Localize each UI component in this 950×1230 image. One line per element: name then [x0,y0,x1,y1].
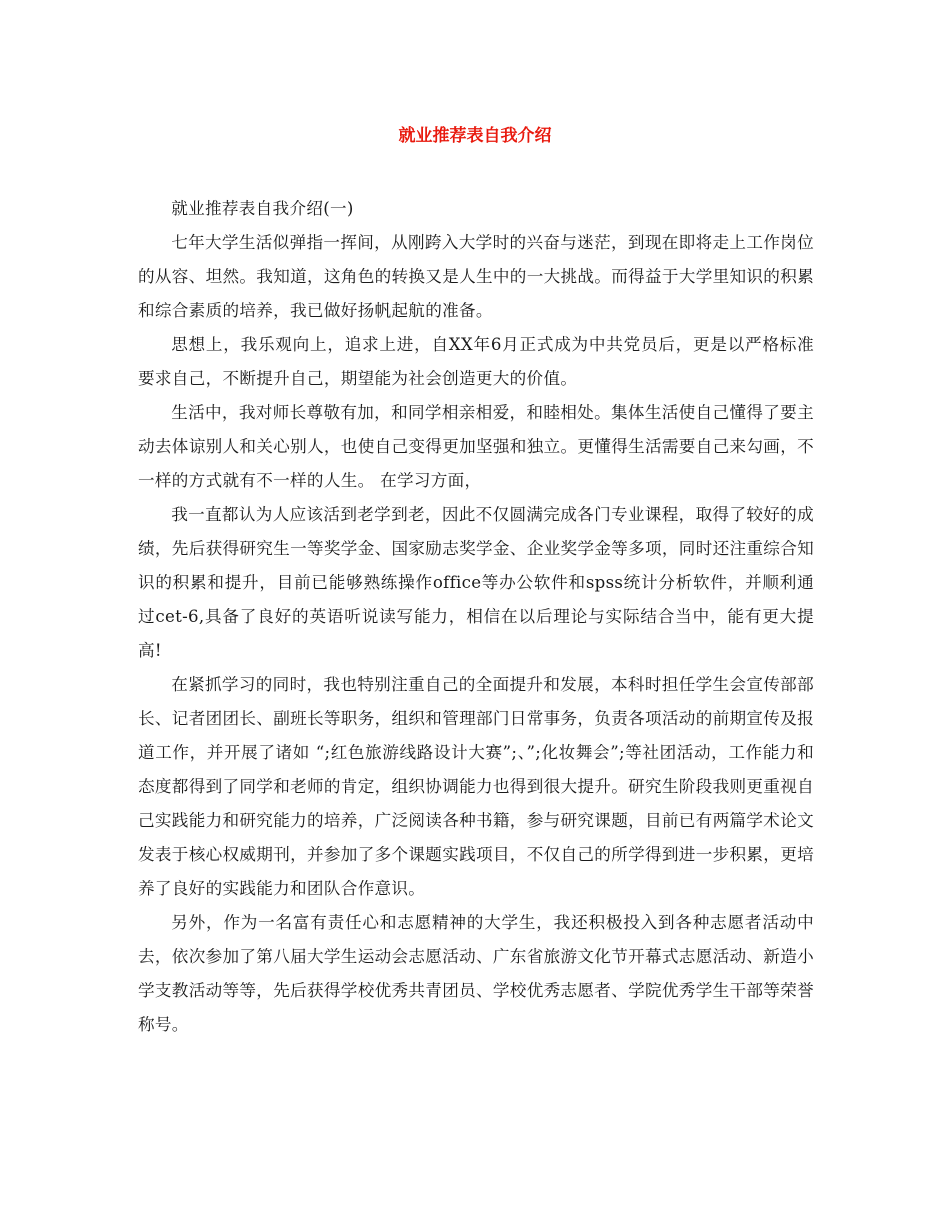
paragraph-life: 生活中，我对师长尊敬有加，和同学相亲相爱，和睦相处。集体生活使自己懂得了要主动去体谅别人和关心别人，也使自己变得更加坚强和独立。更懂得生活需要自己来勾画，不一样的方式就有不一样的人生。 在学习方面， [138,403,814,490]
paragraph-thought: 思想上，我乐观向上，追求上进，自XX年6月正式成为中共党员后，更是以严格标准要求自己，不断提升自己，期望能为社会创造更大的价值。 [138,335,814,388]
paragraph-activities: 在紧抓学习的同时，我也特别注重自己的全面提升和发展，本科时担任学生会宣传部部长、记者团团长、副班长等职务，组织和管理部门日常事务，负责各项活动的前期宣传及报道工作，并开展了诸如 “;红色旅游线路设计大赛”;、”;化妆舞会”;等社团活动，工作能力和态度都得到了同学和老师的肯定，组织协调能力也得到很大提升。研究生阶段我则更重视自己实践能力和研究能力的培养，广泛阅读各种书籍，参与研究课题，目前已有两篇学术论文发表于核心权威期刊，并参加了多个课题实践项目，不仅自己的所学得到进一步积累，更培养了良好的实践能力和团队合作意识。 [138,675,814,898]
paragraph-volunteer: 另外，作为一名富有责任心和志愿精神的大学生，我还积极投入到各种志愿者活动中去，依次参加了第八届大学生运动会志愿活动、广东省旅游文化节开幕式志愿活动、新造小学支教活动等等，先后获得学校优秀共青团员、学校优秀志愿者、学院优秀学生干部等荣誉称号。 [138,913,814,1034]
paragraph-intro: 七年大学生活似弹指一挥间，从刚跨入大学时的兴奋与迷茫，到现在即将走上工作岗位的从容、坦然。我知道，这角色的转换又是人生中的一大挑战。而得益于大学里知识的积累和综合素质的培养，我已做好扬帆起航的准备。 [138,233,814,320]
paragraph-study: 我一直都认为人应该活到老学到老，因此不仅圆满完成各门专业课程，取得了较好的成绩，先后获得研究生一等奖学金、国家励志奖学金、企业奖学金等多项，同时还注重综合知识的积累和提升，目前已能够熟练操作office等办公软件和spss统计分析软件，并顺利通过cet-6,具备了良好的英语听说读写能力，相信在以后理论与实际结合当中，能有更大提高! [138,505,814,660]
document-title: 就业推荐表自我介绍 [398,126,552,146]
section-subtitle: 就业推荐表自我介绍(一) [171,199,354,218]
document-body [138,192,814,1042]
